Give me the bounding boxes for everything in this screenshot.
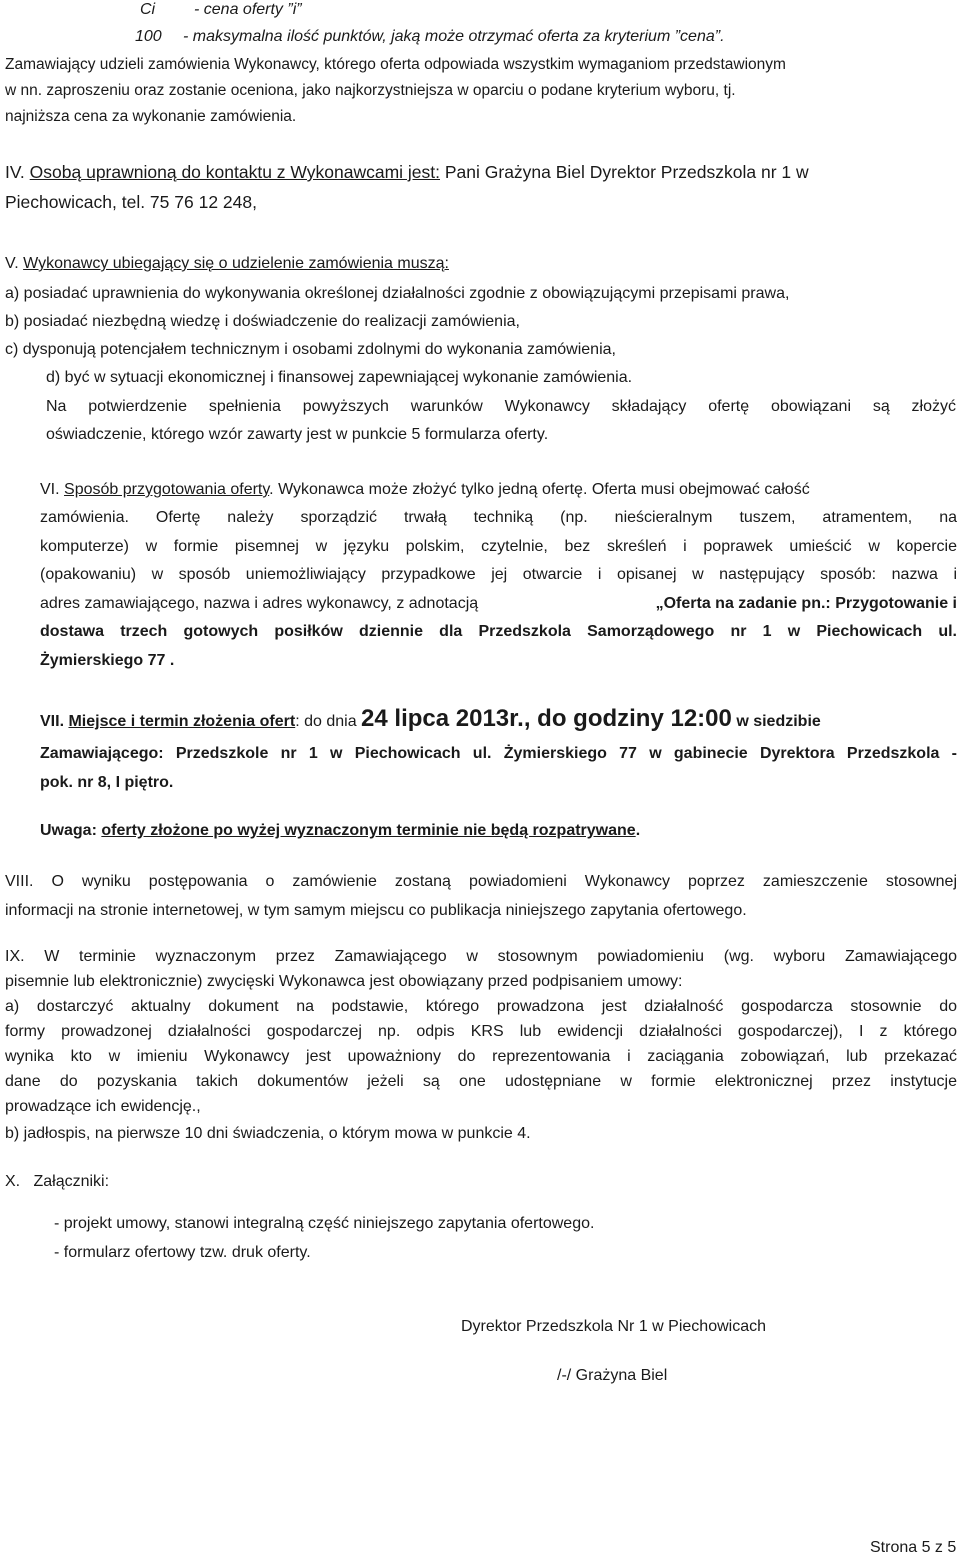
- section-vi-line-6: dostawa trzech gotowych posiłków dziennie dla Przedszkola Samorządowego nr 1 w Piechowicach ul.: [40, 623, 957, 640]
- section-vii-seat: w siedzibie: [731, 713, 821, 730]
- attachment-item-1: - projekt umowy, stanowi integralną część niniejszego zapytania ofertowego.: [54, 1215, 595, 1232]
- section-viii-line-1: VIII. O wyniku postępowania o zamówienie zostaną powiadomieni Wykonawcy poprzez zamieszczenie stosownej: [5, 873, 957, 890]
- section-vii-colon: : do dnia: [295, 713, 362, 730]
- section-v-label: Wykonawcy ubiegający się o udzielenie zamówienia muszą:: [23, 255, 449, 272]
- warning-label: Uwaga:: [40, 822, 102, 839]
- warning-end: .: [635, 822, 641, 839]
- section-x-heading: [5, 1172, 109, 1191]
- page-number: Strona 5 z 5: [870, 1539, 957, 1556]
- section-ix-line-5: wynika kto w imieniu Wykonawcy jest upoważniony do reprezentowania i zaciągania zobowiązań, lub przekazać: [5, 1048, 957, 1065]
- section-vi-text-1: . Wykonawca może złożyć tylko jedną ofertę. Oferta musi obejmować całość: [269, 481, 810, 498]
- award-line-2: w nn. zaproszeniu oraz zostanie oceniona, jako najkorzystniejsza w oparciu o podane kryterium wyboru, tj.: [5, 82, 736, 99]
- section-v-item-d: d) być w sytuacji ekonomicznej i finansowej zapewniającej wykonanie zamówienia.: [46, 369, 633, 386]
- section-vii-comma: , do godziny: [523, 705, 671, 732]
- ci-text: - cena oferty ”i”: [194, 1, 302, 18]
- section-vii-warning: [40, 821, 640, 840]
- signature-name: /-/ Grażyna Biel: [557, 1367, 668, 1384]
- section-ix-line-8: b) jadłospis, na pierwsze 10 dni świadczenia, o którym mowa w punkcie 4.: [5, 1125, 531, 1142]
- section-vii-line-1: [40, 705, 821, 734]
- section-v-confirm-1: Na potwierdzenie spełnienia powyższych warunków Wykonawcy składający ofertę obowiązani są złożyć: [46, 398, 956, 415]
- award-line-1: Zamawiający udzieli zamówienia Wykonawcy, którego oferta odpowiada wszystkim wymaganiom przedstawionym: [5, 56, 786, 73]
- section-viii-line-2: informacji na stronie internetowej, w tym samym miejscu co publikacja niniejszego zapytania ofertowego.: [5, 902, 747, 919]
- section-vi-line-4: (opakowaniu) w sposób uniemożliwiający przypadkowe jej otwarcie i opisanej w następujący sposób: nazwa i: [40, 566, 957, 583]
- section-x-number: X.: [5, 1173, 21, 1190]
- section-vi-line-5-bold: „Oferta na zadanie pn.: Przygotowanie i: [655, 595, 957, 612]
- section-vii-number: VII.: [40, 713, 65, 730]
- section-vi-line-3: komputerze) w formie pisemnej w języku polskim, czytelnie, bez skreśleń i poprawek umieścić w kopercie: [40, 538, 957, 555]
- warning-text: oferty złożone po wyżej wyznaczonym terminie nie będą rozpatrywane: [101, 822, 636, 839]
- max-text: - maksymalna ilość punktów, jaką może otrzymać oferta za kryterium ”cena”.: [183, 28, 725, 45]
- section-iv-number: IV.: [5, 162, 25, 182]
- section-ix-line-4: formy prowadzonej działalności gospodarczej np. odpis KRS lub ewidencji działalności gospodarczej), I z którego: [5, 1023, 957, 1040]
- section-v-number: V.: [5, 255, 19, 272]
- section-ix-line-2: pisemnie lub elektronicznie) zwycięski Wykonawca jest obowiązany przed podpisaniem umowy:: [5, 973, 683, 990]
- section-vi-line-5-normal: adres zamawiającego, nazwa i adres wykonawcy, z adnotacją: [40, 595, 479, 612]
- section-vi-number: VI.: [40, 481, 60, 498]
- section-iv-line-2: Piechowicach, tel. 75 76 12 248,: [5, 192, 257, 212]
- section-vii-line-2: Zamawiającego: Przedszkole nr 1 w Piechowicach ul. Żymierskiego 77 w gabinecie Dyrektora Przedszkola -: [40, 745, 957, 762]
- section-v-item-a: a) posiadać uprawnienia do wykonywania określonej działalności zgodnie z obowiązującymi przepisami prawa,: [5, 285, 790, 302]
- section-v-heading: [5, 254, 449, 273]
- section-ix-line-3: a) dostarczyć aktualny dokument na podstawie, którego prowadzona jest działalność gospodarcza stosownie do: [5, 998, 957, 1015]
- section-vii-line-3: pok. nr 8, I piętro.: [40, 774, 174, 791]
- section-v-item-c: c) dysponują potencjałem technicznym i osobami zdolnymi do wykonania zamówienia,: [5, 341, 616, 358]
- section-ix-line-7: prowadzące ich ewidencję.,: [5, 1098, 201, 1115]
- section-vi-line-1: [40, 480, 810, 499]
- section-vii-time: 12:00: [670, 705, 732, 732]
- section-v-item-b: b) posiadać niezbędną wiedzę i doświadczenie do realizacji zamówienia,: [5, 313, 520, 330]
- section-x-label: Załączniki:: [33, 1173, 110, 1190]
- section-vi-line-7: Żymierskiego 77 .: [40, 652, 175, 669]
- attachment-item-2: - formularz ofertowy tzw. druk oferty.: [54, 1244, 311, 1261]
- section-vi-line-5: [40, 594, 957, 613]
- max-label: 100: [135, 28, 162, 45]
- section-vi-line-2: zamówienia. Ofertę należy sporządzić trwałą techniką (np. nieścieralnym tuszem, atramentem, na: [40, 509, 957, 526]
- section-vii-date: 24 lipca 2013r.: [361, 705, 524, 732]
- section-iv-text: Pani Grażyna Biel Dyrektor Przedszkola nr 1 w: [440, 162, 809, 182]
- section-ix-line-6: dane do pozyskania takich dokumentów jeżeli są one udostępniane w formie elektronicznej przez instytucje: [5, 1073, 957, 1090]
- section-vi-label: Sposób przygotowania oferty: [64, 481, 270, 498]
- ci-label: Ci: [140, 1, 156, 18]
- section-vii-label: Miejsce i termin złożenia ofert: [68, 713, 296, 730]
- section-iv-line-1: [5, 162, 809, 183]
- section-v-confirm-2: oświadczenie, którego wzór zawarty jest w punkcie 5 formularza oferty.: [46, 426, 549, 443]
- award-line-3: najniższa cena za wykonanie zamówienia.: [5, 108, 297, 125]
- signature-title: Dyrektor Przedszkola Nr 1 w Piechowicach: [461, 1318, 766, 1335]
- section-iv-label: Osobą uprawnioną do kontaktu z Wykonawcami jest:: [29, 162, 440, 182]
- section-ix-line-1: IX. W terminie wyznaczonym przez Zamawiającego w stosownym powiadomieniu (wg. wyboru Zamawiającego: [5, 948, 957, 965]
